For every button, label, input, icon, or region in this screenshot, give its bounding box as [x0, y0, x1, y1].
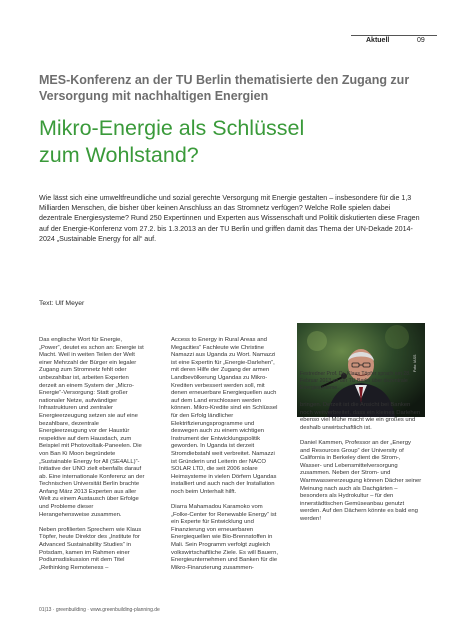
- paragraph: Access to Energy in Rural Areas and Megacities“ Fachleute wie Christine Namazzi aus Uganda zu Wort. Namazzi ist eine Expertin für „Energie-Darlehen“, mit deren Hilfe der Zugang der armen Landbevölkerung Ugandas zu Mikro-Krediten verbessert werden soll, mit denen erneuerbare Energiequellen auch auf dem Land erschlossen werden können. Mikro-Kredite sind ein Schlüssel für den Erfolg ländlicher Elektrifizierungsprogramme und deswegen auch zu einem wichtigen Instrument der Entwicklungspolitik geworden. In Uganda ist derzeit Stromdiebstahl weit verbreitet. Namazzi ist Gründerin und Leiterin der NACO SOLAR LTD, die seit 2006 solare Heimsysteme in vielen Dörfern Ugandas installiert und auch nach der Installation noch beim Unterhalt hilft.: [171, 337, 278, 495]
- article-intro: Wie lässt sich eine umweltfreundliche und sozial gerechte Versorgung mit Energie gestalten – insbesondere für die 1,3 Milliarden Menschen, die bisher über keinen Anschluss an das Stromnetz verfügen? Welche Rolle spielen dabei dezentrale Energiesysteme? Rund 250 Expertinnen und Experten aus Wissenschaft und Politik diskutierten diese Fragen auf der Energie-Konferenz vom 27.2. bis 1.3.2013 an der TU Berlin und griffen damit das Thema der UN-Dekade 2014-2024 „Sustainable Energy for all“ auf.: [39, 194, 420, 243]
- paragraph: Neben profilierten Sprechern wie Klaus Töpfer, heute Direktor des „Institute for Advanced Sustainability Studies“ in Potsdam, kamen im Rahmen einer Podiumsdiskussion mit dem Titel „Rethinking Remoteness –: [39, 526, 142, 571]
- article-headline: [39, 115, 419, 169]
- article-kicker: MES-Konferenz an der TU Berlin thematisierte den Zugang zur Versorgung mit nachhaltigen Energien: [39, 73, 410, 103]
- photo-caption: Festredner Prof. Dr. Klaus Töpfer sprach am 28. Februar 2013 an der TU Berlin über dezentrale Energiesysteme.: [300, 371, 411, 391]
- paragraph: Diarra Mahamadou Karamoko vom „Folke-Center for Renewable Energy“ ist ein Experte für Entwicklung und Finanzierung von erneuerbaren Energiequellen wie Bio-Brennstoffen in Mali. Sein Programm verfolgt zugleich volkswirtschaftliche Ziele. Es will Bauern, Energieunternehmen und Banken für die Mikro-Finanzierung zusammen-: [171, 504, 279, 571]
- body-column-2: [171, 337, 279, 580]
- page-number: 09: [417, 37, 425, 44]
- article-author: Text: Ulf Meyer: [39, 300, 85, 307]
- paragraph: bringen. Derzeit ist die Ansicht bei Banken noch weitverbreitet, dass ein kleines Darlehen ebenso viel Mühe macht wie ein großes und deshalb unwirtschaftlich ist.: [300, 402, 421, 431]
- headline-line-1: Mikro-Energie als Schlüssel: [39, 116, 305, 140]
- paragraph: Das englische Wort für Energie, „Power“, deutet es schon an: Energie ist Macht. Weil in weiten Teilen der Welt einer Mehrzahl der Bürger ein legaler Zugang zum Stromnetz fehlt oder unbezahlbar ist, arbeiten Experten derzeit an einem System der „Micro-Energie“-Versorgung: Statt großer nationaler Netze, aufwändiger Infrastrukturen und zentraler Energieerzeugung setzen sie auf eine bezahlbare, dezentrale Energieerzeugung vor der Haustür respektive auf dem Hausdach, zum Beispiel mit Photovoltaik-Paneelen. Die von Ban Ki Moon begründete „Sustainable Energy for All (SE4ALL)“-Initiative der UNO zielt ebenfalls darauf ab. Eine internationale Konferenz an der Technischen Universität Berlin brachte Anfang März 2013 Experten aus aller Welt zu einem Austausch über Erfolge und Probleme dieser Herangehensweise zusammen.: [39, 337, 145, 518]
- body-column-1: [39, 337, 145, 580]
- section-label: Aktuell: [366, 37, 390, 44]
- body-column-3: [300, 402, 422, 531]
- headline-line-2: zum Wohlstand?: [39, 143, 199, 167]
- page-footer: 01|13 · greenbuilding · www.greenbuilding-planning.de: [39, 607, 160, 613]
- header-rule: [351, 35, 437, 36]
- paragraph: Daniel Kammen, Professor an der „Energy and Resources Group“ der University of California in Berkeley dient die Strom-, Wasser- und Lebensmittelversorgung zusammen. Neben der Strom- und Warmwassererzeugung können Dächer seiner Meinung nach auch als Dachgärten – besonders als Hydrokultur – für den innerstädtischen Gemüseanbau genutzt werden. Auf den Dächern könnte es bald eng werden!: [300, 439, 422, 522]
- photo-credit: Foto: IASS: [413, 354, 417, 372]
